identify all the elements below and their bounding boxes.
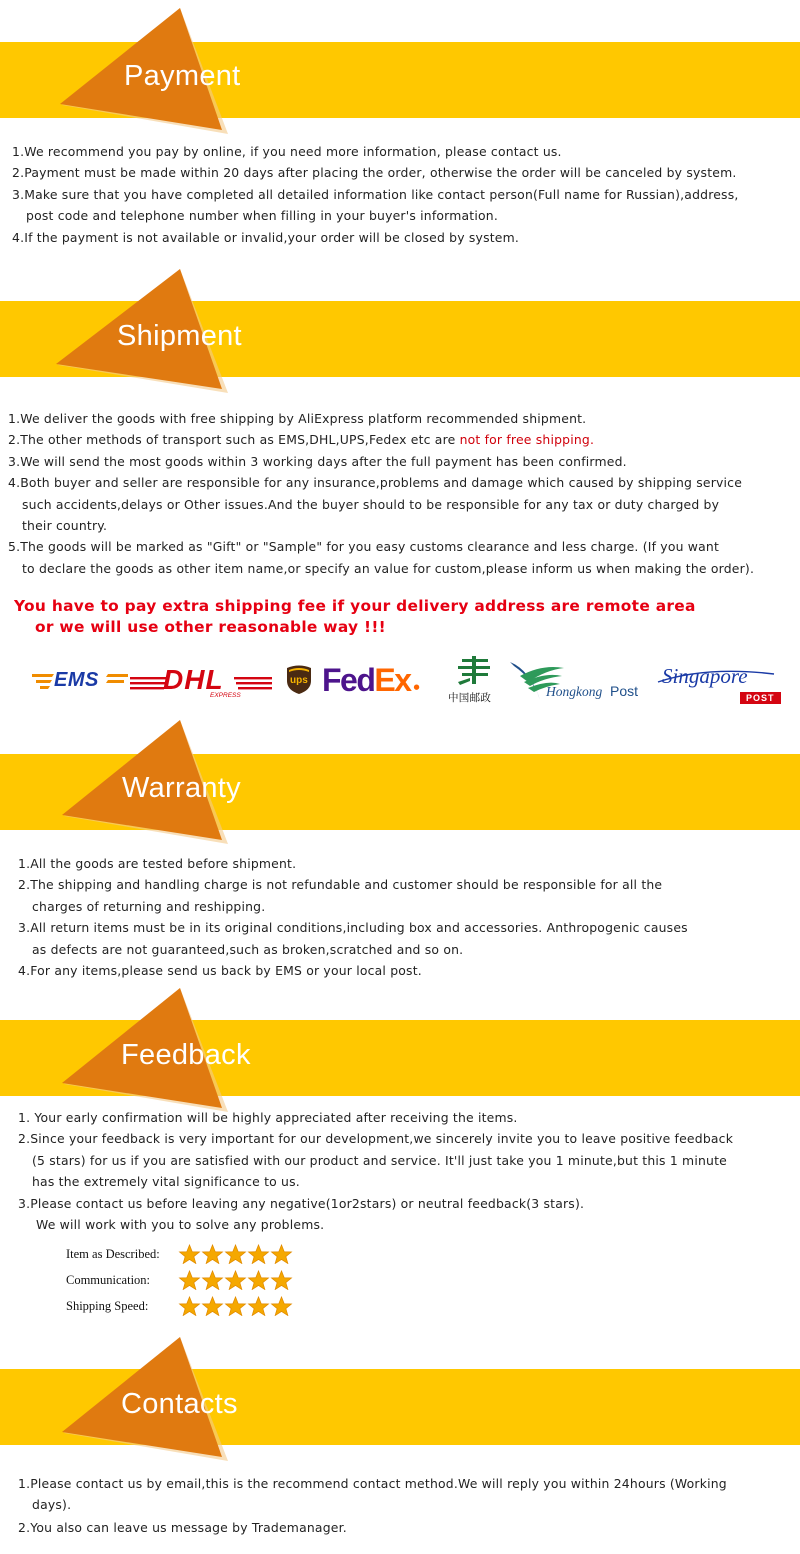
list-item: 1.All the goods are tested before shipment. [18,856,297,871]
list-item: days). [32,1497,72,1513]
payment-list [12,141,739,248]
warranty-list [18,853,688,981]
list-item: as defects are not guaranteed,such as broken,scratched and so on. [32,941,464,957]
fedex-ex-text: Ex [374,661,411,698]
list-item: 5.The goods will be marked as "Gift" or "Sample" for you easy customs clearance and less charge. (If you want [8,539,720,555]
singapore-post-badge: POST [740,692,781,704]
fedex-fed-text: Fed [322,661,375,698]
china-post-text: 中国邮政 [448,692,492,704]
list-item: 2.Since your feedback is very important for our development,we sincerely invite you to leave positive feedback [18,1131,734,1147]
star-icon [270,1270,293,1290]
list-item: 4.For any items,please send us back by EMS or your local post. [18,963,422,979]
section-title: Feedback [121,1039,251,1071]
ems-logo [32,666,128,696]
rating-label: Item as Described: [66,1246,160,1261]
rating-stars [178,1296,293,1316]
list-item: 1.We recommend you pay by online, if you need more information, please contact us. [12,144,562,159]
hongkong-post-text: Post [610,683,639,699]
list-item: 4.If the payment is not available or invalid,your order will be closed by system. [12,229,520,245]
list-item: 1.Please contact us by email,this is the recommend contact method.We will reply you within 24hours (Working [18,1476,727,1491]
ems-text: EMS [54,669,99,691]
list-item: 2.You also can leave us message by Trademanager. [18,1519,347,1535]
feedback-list [18,1107,733,1235]
dhl-text: DHL [163,664,224,695]
star-icon [247,1270,270,1290]
star-icon [224,1296,247,1316]
list-item: post code and telephone number when filling in your buyer's information. [26,208,498,224]
china-post-logo [446,656,500,704]
list-item: 3.We will send the most goods within 3 working days after the full payment has been confirmed. [8,453,627,469]
list-item: their country. [22,518,108,534]
remote-area-notice [14,596,696,638]
list-item: 3.All return items must be in its original conditions,including box and accessories. Anthropogenic causes [18,920,688,936]
rating-label: Shipping Speed: [66,1298,149,1313]
star-icon [178,1296,201,1316]
list-item: 2.The shipping and handling charge is not refundable and customer should be responsible for all the [18,877,663,893]
star-icon [247,1296,270,1316]
hongkong-text: Hongkong [546,684,603,699]
contacts-list [18,1473,727,1538]
shipment-list [8,408,754,579]
payment-banner [0,42,800,118]
hongkong-post-logo [506,656,648,704]
star-icon [201,1296,224,1316]
rating-stars [178,1270,293,1290]
section-title: Contacts [121,1388,238,1420]
singapore-post-logo [656,660,776,708]
rating-row [66,1241,293,1267]
star-icon [224,1270,247,1290]
notice-line: You have to pay extra shipping fee if your delivery address are remote area [14,597,696,615]
star-icon [270,1244,293,1264]
ups-logo [286,664,312,695]
list-item: 4.Both buyer and seller are responsible for any insurance,problems and damage which caused by shipping service [8,475,743,491]
list-item: (5 stars) for us if you are satisfied with our product and service. It'll just take you 1 minute,but this 1 minute [32,1152,727,1168]
rating-row [66,1293,293,1319]
list-item: We will work with you to solve any problems. [36,1217,325,1233]
rating-stars [178,1244,293,1264]
rating-row [66,1267,293,1293]
dhl-logo [130,664,273,700]
carrier-logos [0,652,800,708]
section-title: Shipment [117,320,242,352]
highlight-text: not for free shipping. [459,432,595,448]
star-icon [247,1244,270,1264]
star-icon [178,1270,201,1290]
list-item: 3.Make sure that you have completed all detailed information like contact person(Full name for Russian),address, [12,186,739,202]
list-item: charges of returning and reshipping. [32,898,266,914]
rating-label: Communication: [66,1272,151,1287]
dhl-subtext: EXPRESS [210,692,241,699]
notice-line: or we will use other reasonable way !!! [35,618,386,636]
seller-ratings [66,1241,293,1319]
star-icon [178,1244,201,1264]
fedex-logo [322,662,440,698]
star-icon [201,1244,224,1264]
fedex-dot-icon: ● [413,683,420,691]
list-item: 1. Your early confirmation will be highly appreciated after receiving the items. [18,1110,518,1125]
list-item-text: 2.The other methods of transport such as EMS,DHL,UPS,Fedex etc are [8,432,460,448]
section-title: Warranty [122,772,241,804]
list-item: 1.We deliver the goods with free shipping by AliExpress platform recommended shipment. [8,411,587,426]
star-icon [270,1296,293,1316]
ups-text: ups [290,675,308,686]
list-item: such accidents,delays or Other issues.And the buyer should to be responsible for any tax or duty charged by [22,496,720,512]
list-item: 2.Payment must be made within 20 days after placing the order, otherwise the order will be canceled by system. [12,165,737,181]
warranty-banner [0,754,800,830]
list-item: 3.Please contact us before leaving any negative(1or2stars) or neutral feedback(3 stars). [18,1195,585,1211]
list-item: to declare the goods as other item name,or specify an value for custom,please inform us when making the order). [22,560,755,576]
china-post-emblem-icon [454,656,494,688]
section-title: Payment [124,60,241,92]
shipment-banner [0,301,800,377]
contacts-banner [0,1369,800,1445]
list-item [8,429,754,450]
star-icon [224,1244,247,1264]
feedback-banner [0,1020,800,1096]
star-icon [201,1270,224,1290]
list-item: has the extremely vital significance to us. [32,1174,300,1190]
singapore-text: Singapore [662,664,748,688]
